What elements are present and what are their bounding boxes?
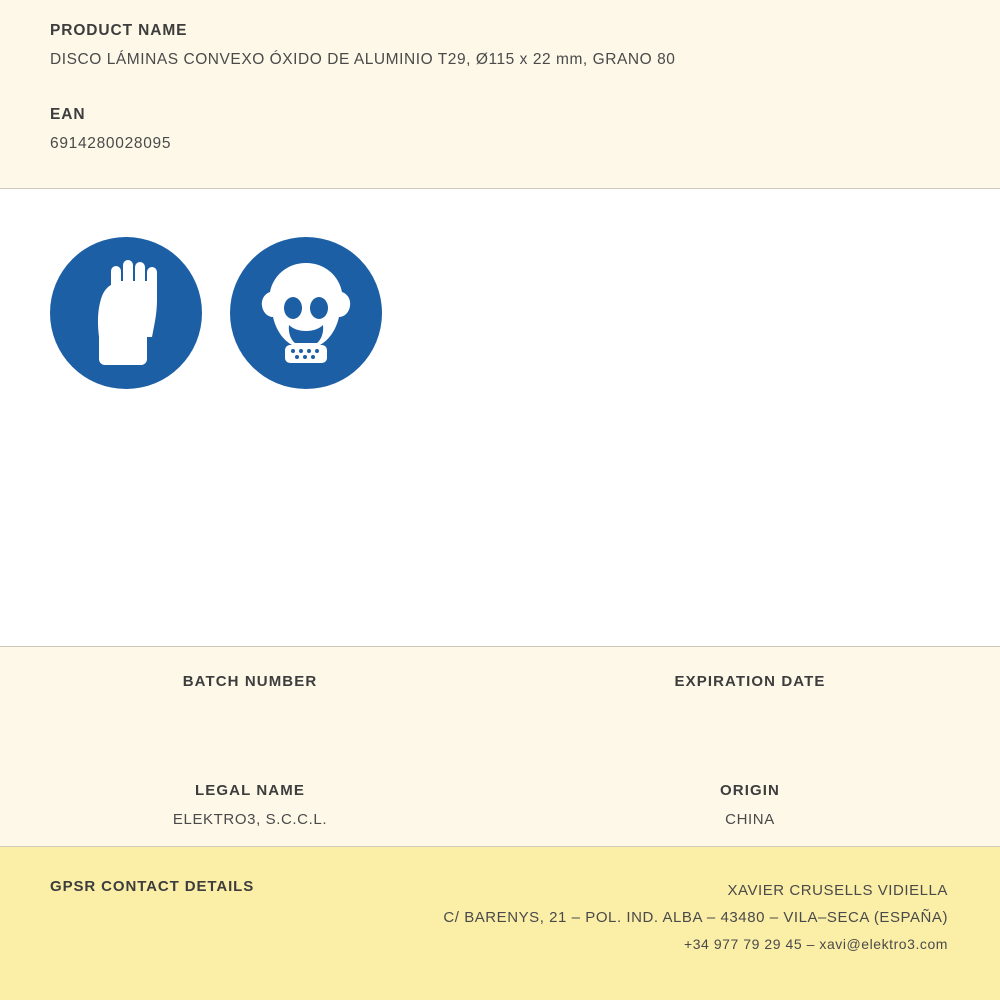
legal-origin-row [0, 782, 1000, 829]
wear-protective-gloves-icon [50, 237, 202, 389]
gpsr-contact-label: GPSR CONTACT DETAILS [50, 878, 255, 895]
origin-label: ORIGIN [720, 782, 780, 799]
product-name-block [50, 22, 950, 69]
gpsr-contact-details [443, 877, 948, 957]
gpsr-contact-name: XAVIER CRUSELLS VIDIELLA [727, 882, 948, 899]
product-name-label: PRODUCT NAME [50, 22, 188, 39]
expiration-date-block [500, 673, 1000, 720]
product-info-section [0, 0, 1000, 188]
origin-value: CHINA [725, 811, 775, 828]
batch-expiration-row [0, 673, 1000, 720]
expiration-date-label: EXPIRATION DATE [674, 673, 826, 690]
product-name-value: DISCO LÁMINAS CONVEXO ÓXIDO DE ALUMINIO T29, Ø115 x 22 mm, GRANO 80 [50, 51, 676, 68]
details-section [0, 647, 1000, 846]
batch-number-block [0, 673, 500, 720]
pictogram-row [50, 237, 950, 389]
origin-block [500, 782, 1000, 829]
legal-name-block [0, 782, 500, 829]
batch-number-value [0, 702, 500, 720]
legal-name-label: LEGAL NAME [195, 782, 305, 799]
gpsr-footer [0, 847, 1000, 1000]
ean-value: 6914280028095 [50, 135, 172, 152]
wear-respiratory-protection-icon [230, 237, 382, 389]
ean-label: EAN [50, 106, 86, 123]
gpsr-contact-phone-email: +34 977 79 29 45 – xavi@elektro3.com [684, 935, 948, 952]
pictogram-section [0, 189, 1000, 646]
details-row-spacer [0, 720, 1000, 782]
gpsr-contact-address: C/ BARENYS, 21 – POL. IND. ALBA – 43480 – VILA–SECA (ESPAÑA) [443, 909, 948, 927]
ean-block [50, 106, 950, 153]
legal-name-value: ELEKTRO3, S.C.C.L. [172, 811, 328, 828]
batch-number-label: BATCH NUMBER [182, 673, 318, 690]
expiration-date-value [500, 702, 1000, 720]
